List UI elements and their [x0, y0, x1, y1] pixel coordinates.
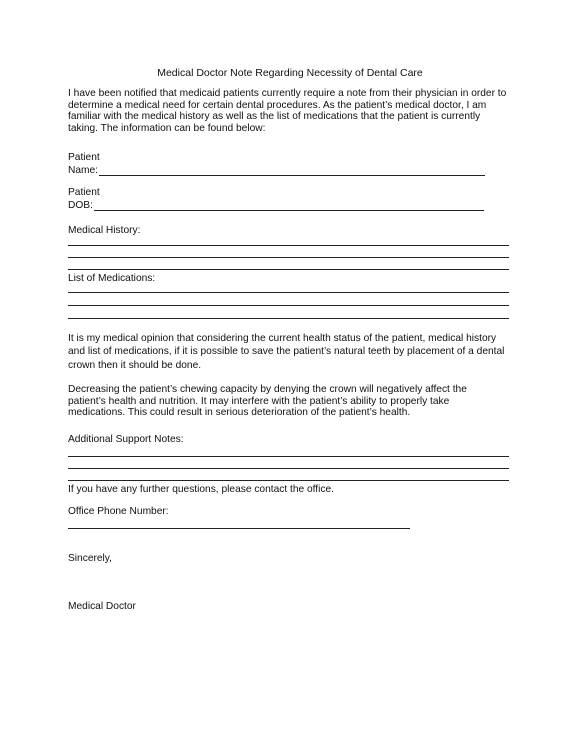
signature-text: Medical Doctor — [68, 601, 136, 612]
contact-text: If you have any further questions, please contact the office. — [68, 484, 334, 495]
intro-paragraph: I have been notified that medicaid patients currently require a note from their physician in order to determine a medical need for certain dental procedures. As the patient’s medical doctor, I am familiar with the medical history as well as the list of medications that the patient is currently taking. The information can be found below: — [68, 88, 507, 134]
office-phone-label: Office Phone Number: — [68, 506, 169, 517]
medications-line[interactable] — [68, 292, 509, 293]
patient-dob-line[interactable] — [94, 201, 484, 211]
medications-label: List of Medications: — [68, 273, 156, 284]
medical-history-line[interactable] — [68, 245, 509, 246]
opinion-paragraph: It is my medical opinion that considering the current health status of the patient, medical history and list of medications, if it is possible to save the patient’s natural teeth by placement of a dental crown then it should be done. — [68, 333, 505, 371]
additional-notes-line[interactable] — [68, 468, 509, 469]
additional-notes-label: Additional Support Notes: — [68, 434, 184, 445]
document-title: Medical Doctor Note Regarding Necessity of Dental Care — [157, 67, 423, 79]
additional-notes-line[interactable] — [68, 456, 509, 457]
patient-dob-prefix: Patient — [68, 187, 100, 198]
medical-history-line[interactable] — [68, 257, 509, 258]
consequence-paragraph: Decreasing the patient’s chewing capacity by denying the crown will negatively affect the patient’s health and nutrition. It may interfere with the patient’s ability to properly take medications. This could result in serious deterioration of the patient’s health. — [68, 384, 467, 419]
medical-history-line[interactable] — [68, 269, 509, 270]
patient-name-line[interactable] — [99, 166, 485, 176]
medical-history-label: Medical History: — [68, 225, 141, 236]
office-phone-line[interactable] — [68, 528, 410, 529]
patient-name-label: Name: — [68, 165, 99, 176]
additional-notes-line[interactable] — [68, 480, 509, 481]
patient-dob-label: DOB: — [68, 200, 93, 211]
medications-line[interactable] — [68, 318, 509, 319]
patient-name-field[interactable] — [68, 165, 485, 176]
closing-text: Sincerely, — [68, 553, 112, 564]
medications-line[interactable] — [68, 305, 509, 306]
patient-dob-field[interactable] — [68, 200, 484, 211]
patient-name-prefix: Patient — [68, 152, 100, 163]
